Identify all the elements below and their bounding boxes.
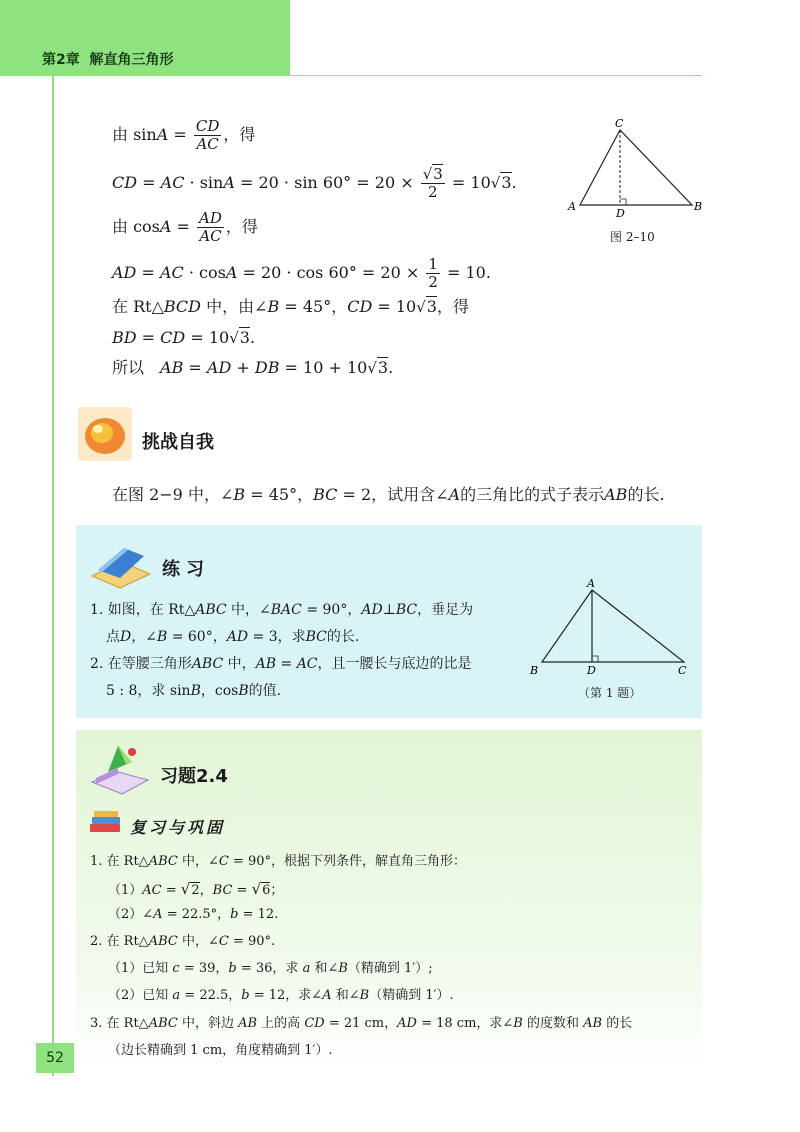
point-label-d: D [587, 664, 596, 676]
review-subtitle: 复习与巩固 [130, 818, 226, 837]
exercises-book-icon [88, 742, 152, 800]
point-label-a: A [587, 577, 595, 590]
exercise-2-part-2: （2）已知 a = 22.5，b = 12，求∠A 和∠B（精确到 1′）. [108, 988, 454, 1003]
practice-item-2-line-1: 2. 在等腰三角形ABC 中，AB = AC，且一腰长与底边的比是 [90, 656, 472, 672]
solution-line-5: 在 Rt△BCD 中，由∠B = 45°，CD = 10√3，得 [112, 297, 469, 316]
solution-line-4: AD = AC · cosA = 20 · cos 60° = 20 × $\frac{1}{2}$ = 10. [112, 255, 491, 291]
fraction-ad-ac: $\frac{AD}{AC}$ [199, 209, 222, 245]
exercise-2: 2. 在 Rt△ABC 中，∠C = 90°. [90, 934, 276, 949]
point-label-c: C [615, 117, 624, 130]
solution-line-2: CD = AC · sinA = 20 · sin 60° = 20 × $\frac{√3}{2}$ = 10√3. [112, 165, 517, 201]
solution-line-3: 由 cosA = $\frac{AD}{AC}$ ，得 [112, 209, 258, 245]
triangle-abc-practice [542, 590, 684, 662]
fraction-sqrt3-2: $\frac{√3}{2}$ [422, 165, 443, 201]
practice-item-1-line-1: 1. 如图，在 Rt△ABC 中，∠BAC = 90°，AD⊥BC，垂足为 [90, 602, 474, 618]
practice-book-icon [88, 540, 152, 590]
solution-line-1: 由 sinA = $\frac{CD}{AC}$ ，得 [112, 117, 256, 153]
figure-caption: 图 2–10 [610, 230, 655, 244]
exercise-1: 1. 在 Rt△ABC 中，∠C = 90°，根据下列条件，解直角三角形： [90, 854, 467, 869]
chapter-title: 第2章 解直角三角形 [42, 52, 174, 68]
exercise-1-part-2: （2）∠A = 22.5°，b = 12. [108, 907, 279, 922]
header-divider [290, 75, 702, 76]
practice-item-1-line-2: 点D，∠B = 60°，AD = 3，求BC的长. [106, 629, 360, 645]
point-label-d: D [616, 207, 625, 220]
exercise-3: 3. 在 Rt△ABC 中，斜边 AB 上的高 CD = 21 cm，AD = 18 cm，求∠B 的度数和 AB 的长 [90, 1016, 633, 1031]
exercises-title: 习题2.4 [160, 766, 228, 787]
point-label-c: C [678, 664, 687, 676]
triangle-abc [580, 130, 692, 205]
challenge-badge-icon [76, 405, 134, 463]
review-books-icon [88, 808, 128, 836]
point-label-b: B [530, 664, 539, 676]
exercise-1-part-1: （1）AC = √2，BC = √6； [108, 880, 284, 898]
solution-line-6: BD = CD = 10√3. [112, 328, 256, 347]
practice-item-2-line-2: 5 : 8，求 sinB，cosB的值. [106, 683, 282, 699]
practice-figure [526, 576, 694, 676]
point-label-a: A [568, 200, 576, 213]
page-number: 52 [36, 1043, 74, 1073]
exercise-2-part-1: （1）已知 c = 39，b = 36，求 a 和∠B（精确到 1′）; [108, 961, 433, 976]
practice-title: 练习 [162, 559, 210, 580]
challenge-text: 在图 2−9 中，∠B = 45°，BC = 2，试用含∠A的三角比的式子表示AB的长. [112, 485, 665, 504]
right-angle-mark [592, 656, 598, 662]
fraction-1-2: $\frac{1}{2}$ [428, 255, 438, 291]
figure-2-10 [560, 115, 710, 220]
right-angle-mark [620, 199, 626, 205]
solution-line-7: 所以 AB = AD + DB = 10 + 10√3. [112, 358, 394, 377]
exercise-3-note: （边长精确到 1 cm，角度精确到 1′）. [108, 1043, 333, 1058]
challenge-title: 挑战自我 [142, 432, 214, 453]
practice-figure-caption: （第 1 题） [578, 686, 642, 700]
point-label-b: B [694, 200, 703, 213]
fraction-cd-ac: $\frac{CD}{AC}$ [195, 117, 220, 153]
margin-rule [52, 76, 54, 1076]
